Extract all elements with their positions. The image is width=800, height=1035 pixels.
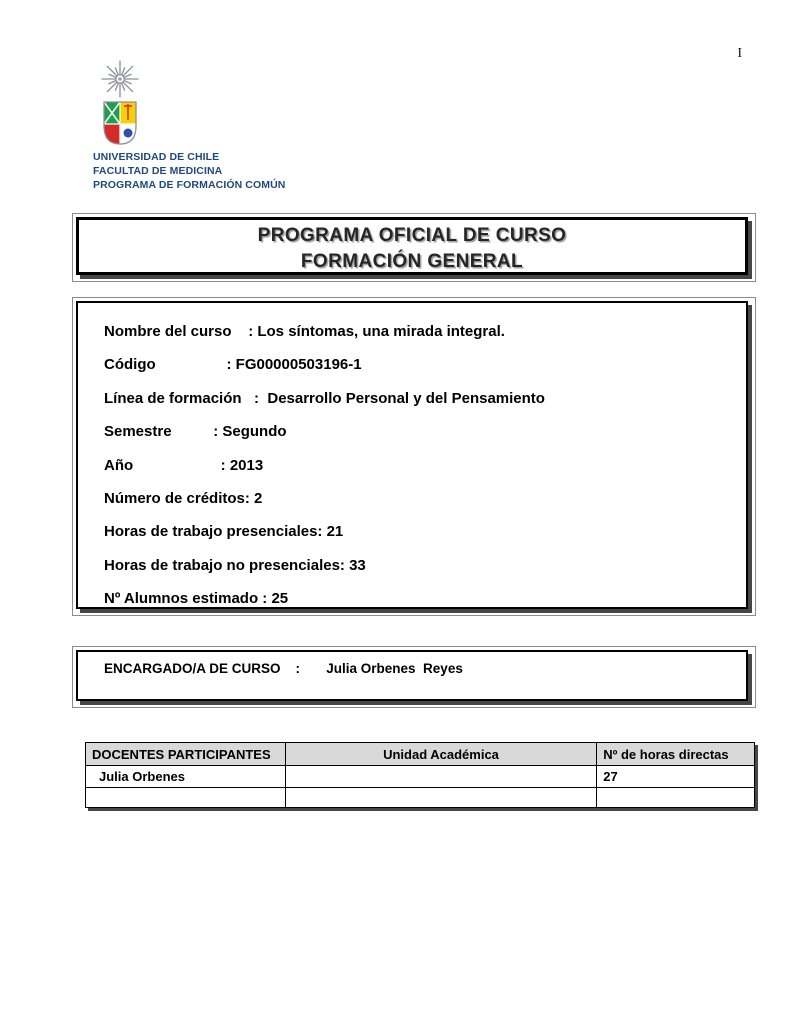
table-header-unidad: Unidad Académica xyxy=(285,743,596,766)
university-logo xyxy=(94,60,146,146)
org-line-university: UNIVERSIDAD DE CHILE xyxy=(93,151,220,163)
table-cell-docente xyxy=(86,788,286,808)
table-cell-docente: Julia Orbenes xyxy=(86,766,286,788)
course-info-frame xyxy=(76,301,748,609)
university-of-chile-crest-icon xyxy=(94,60,146,146)
course-lead-box xyxy=(72,646,756,708)
course-students-line: Nº Alumnos estimado : 25 xyxy=(104,590,289,608)
page-number: I xyxy=(737,46,742,61)
title-box-frame xyxy=(76,217,748,275)
table-row xyxy=(86,766,755,788)
course-contact-hours-line: Horas de trabajo presenciales: 21 xyxy=(104,523,344,541)
table-cell-unidad xyxy=(285,788,596,808)
table-header-row xyxy=(86,743,755,766)
title-box xyxy=(72,213,756,282)
course-code-line: Código : FG00000503196-1 xyxy=(104,356,362,374)
table-cell-horas: 27 xyxy=(597,766,755,788)
document-title-line2: FORMACIÓN GENERAL xyxy=(300,251,524,272)
course-noncontact-hours-line: Horas de trabajo no presenciales: 33 xyxy=(104,556,366,574)
table-header-horas: Nº de horas directas xyxy=(597,743,755,766)
course-lead-frame xyxy=(76,650,748,701)
course-lead-line: ENCARGADO/A DE CURSO : Julia Orbenes Reyes xyxy=(104,661,463,676)
org-header xyxy=(93,150,285,192)
table-header-docentes: DOCENTES PARTICIPANTES xyxy=(86,743,286,766)
table-row xyxy=(86,788,755,808)
table-cell-unidad xyxy=(285,766,596,788)
table-cell-horas xyxy=(597,788,755,808)
org-line-faculty: FACULTAD DE MEDICINA xyxy=(93,165,223,177)
course-info-box xyxy=(72,297,756,616)
course-name-line: Nombre del curso : Los síntomas, una mirada integral. xyxy=(104,323,505,340)
document-title-line1: PROGRAMA OFICIAL DE CURSO xyxy=(257,225,567,246)
course-track-line: Línea de formación : Desarrollo Personal y del Pensamiento xyxy=(104,389,545,407)
course-credits-line: Número de créditos: 2 xyxy=(104,490,263,508)
org-line-program: PROGRAMA DE FORMACIÓN COMÚN xyxy=(93,179,286,191)
docentes-table xyxy=(85,742,755,808)
course-year-line: Año : 2013 xyxy=(104,456,264,474)
course-semester-line: Semestre : Segundo xyxy=(104,423,287,441)
